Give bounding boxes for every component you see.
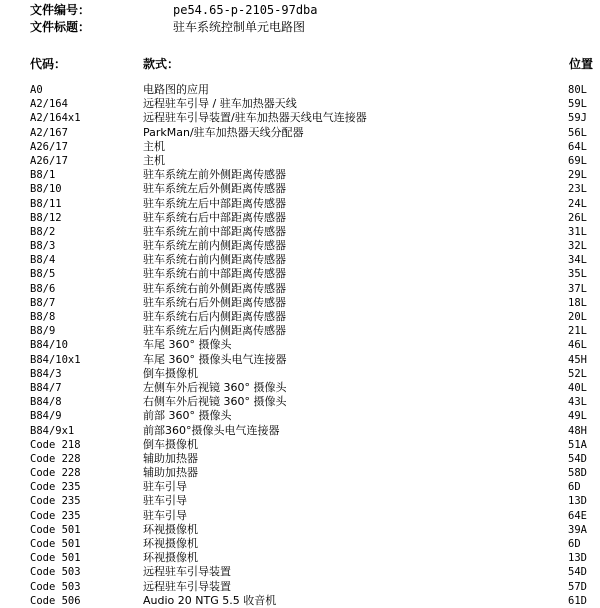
- component-position: 34L: [568, 254, 587, 267]
- component-code: Code 506: [30, 594, 81, 607]
- table-row: [0, 140, 600, 154]
- component-code: A26/17: [30, 140, 68, 153]
- component-table: [0, 83, 600, 608]
- component-code: B8/8: [30, 311, 56, 323]
- component-position: 52L: [568, 367, 587, 380]
- component-position: 24L: [568, 197, 587, 210]
- table-row: [0, 395, 600, 409]
- table-row: [0, 182, 600, 196]
- component-position: 13D: [568, 495, 587, 508]
- component-code: B8/2: [30, 225, 56, 238]
- component-code: Code 503: [30, 580, 81, 593]
- component-code: Code 501: [30, 552, 81, 565]
- table-row: [0, 409, 600, 423]
- component-description: 驻车系统右前中部距离传感器: [143, 267, 286, 281]
- component-description: 环视摄像机: [143, 522, 198, 536]
- component-position: 37L: [568, 282, 587, 295]
- table-row: [0, 111, 600, 125]
- component-position: 59L: [568, 98, 587, 111]
- component-position: 54D: [568, 452, 587, 465]
- component-code: B8/1: [30, 169, 56, 182]
- table-row: [0, 494, 600, 508]
- component-position: 59J: [568, 112, 587, 125]
- component-position: 64L: [568, 140, 587, 153]
- component-description: 主机: [143, 139, 165, 153]
- component-position: 58D: [568, 467, 587, 480]
- table-row: [0, 239, 600, 253]
- component-position: 54D: [568, 566, 587, 579]
- component-position: 21L: [568, 325, 587, 338]
- component-code: B8/4: [30, 254, 56, 267]
- component-description: 驻车系统左后内侧距离传感器: [143, 324, 286, 338]
- table-row: [0, 480, 600, 494]
- component-code: Code 235: [30, 509, 81, 522]
- component-code: Code 218: [30, 438, 81, 451]
- table-row: [0, 83, 600, 97]
- component-code: B8/5: [30, 268, 56, 281]
- component-code: B84/7: [30, 381, 62, 394]
- component-description: 驻车系统左后外侧距离传感器: [143, 182, 286, 196]
- table-row: [0, 381, 600, 395]
- component-description: 电路图的应用: [143, 83, 209, 96]
- component-code: Code 228: [30, 467, 81, 480]
- table-row: [0, 523, 600, 537]
- component-description: 驻车系统右后中部距离传感器: [143, 210, 286, 224]
- doc-number-label: 文件编号：: [30, 3, 91, 17]
- table-row: [0, 338, 600, 352]
- component-description: 主机: [143, 153, 165, 167]
- component-code: B8/7: [30, 296, 56, 309]
- component-description: 远程驻车引导装置: [143, 579, 231, 593]
- table-row: [0, 367, 600, 381]
- table-row: [0, 296, 600, 310]
- component-code: A2/167: [30, 126, 68, 139]
- component-code: B8/6: [30, 282, 56, 295]
- component-position: 18L: [568, 296, 587, 309]
- column-header-model: 款式：: [143, 57, 180, 71]
- component-position: 23L: [568, 183, 587, 196]
- component-position: 43L: [568, 396, 587, 409]
- component-description: 车尾 360° 摄像头: [143, 338, 232, 352]
- table-row: [0, 211, 600, 225]
- component-description: 驻车引导: [143, 480, 187, 494]
- table-row: [0, 580, 600, 594]
- component-description: 辅助加热器: [143, 466, 198, 480]
- component-position: 39A: [568, 523, 587, 536]
- component-description: 远程驻车引导装置: [143, 565, 231, 579]
- table-row: [0, 551, 600, 565]
- component-position: 6D: [568, 481, 581, 494]
- component-position: 61D: [568, 594, 587, 607]
- component-description: Audio 20 NTG 5.5 收音机: [143, 593, 277, 607]
- component-code: B84/10x1: [30, 353, 81, 366]
- component-position: 46L: [568, 339, 587, 352]
- component-description: 远程驻车引导 / 驻车加热器天线: [143, 97, 297, 111]
- component-code: A2/164: [30, 98, 68, 111]
- component-position: 48H: [568, 424, 587, 437]
- component-position: 69L: [568, 154, 587, 167]
- component-code: B84/9: [30, 410, 62, 423]
- component-code: B84/9x1: [30, 424, 75, 437]
- table-row: [0, 310, 600, 324]
- table-row: [0, 438, 600, 452]
- component-description: 驻车系统右后内侧距离传感器: [143, 310, 286, 323]
- component-description: 驻车引导: [143, 494, 187, 508]
- table-row: [0, 452, 600, 466]
- table-row: [0, 466, 600, 480]
- component-position: 32L: [568, 240, 587, 253]
- component-position: 35L: [568, 268, 587, 281]
- component-code: B84/3: [30, 367, 62, 380]
- table-row: [0, 509, 600, 523]
- component-description: 驻车系统左前外侧距离传感器: [143, 168, 286, 182]
- component-position: 29L: [568, 169, 587, 182]
- table-row: [0, 282, 600, 296]
- component-code: Code 228: [30, 452, 81, 465]
- component-description: 环视摄像机: [143, 537, 198, 550]
- component-code: B8/3: [30, 240, 56, 253]
- table-row: [0, 126, 600, 140]
- component-position: 40L: [568, 381, 587, 394]
- component-position: 20L: [568, 311, 587, 323]
- component-position: 31L: [568, 225, 587, 238]
- component-description: 左侧车外后视镜 360° 摄像头: [143, 380, 287, 394]
- component-description: 环视摄像机: [143, 551, 198, 565]
- component-description: 前部 360° 摄像头: [143, 409, 232, 423]
- doc-number-value: pe54.65-p-2105-97dba: [173, 3, 318, 17]
- component-code: Code 235: [30, 481, 81, 494]
- component-code: Code 503: [30, 566, 81, 579]
- table-row: [0, 97, 600, 111]
- table-row: [0, 353, 600, 367]
- component-code: Code 501: [30, 523, 81, 536]
- component-description: 驻车系统右前外侧距离传感器: [143, 281, 286, 295]
- table-row: [0, 424, 600, 438]
- component-position: 13D: [568, 552, 587, 565]
- component-position: 51A: [568, 438, 587, 451]
- table-row: [0, 225, 600, 239]
- component-position: 57D: [568, 580, 587, 593]
- component-code: Code 235: [30, 495, 81, 508]
- component-description: ParkMan/驻车加热器天线分配器: [143, 125, 304, 139]
- table-row: [0, 253, 600, 267]
- component-description: 辅助加热器: [143, 451, 198, 465]
- component-position: 49L: [568, 410, 587, 423]
- component-code: B84/10: [30, 339, 68, 352]
- component-description: 前部360°摄像头电气连接器: [143, 423, 280, 437]
- table-row: [0, 565, 600, 579]
- column-header-code: 代码：: [30, 57, 67, 71]
- component-description: 驻车引导: [143, 508, 187, 522]
- table-row: [0, 168, 600, 182]
- component-description: 右侧车外后视镜 360° 摄像头: [143, 395, 287, 409]
- component-position: 6D: [568, 538, 581, 550]
- table-row: [0, 324, 600, 338]
- component-description: 驻车系统右后外侧距离传感器: [143, 295, 286, 309]
- component-code: B8/12: [30, 211, 62, 224]
- component-description: 倒车摄像机: [143, 366, 198, 380]
- component-description: 驻车系统左前内侧距离传感器: [143, 239, 286, 253]
- component-position: 64E: [568, 509, 587, 522]
- component-description: 倒车摄像机: [143, 437, 198, 451]
- component-position: 56L: [568, 126, 587, 139]
- component-code: B8/11: [30, 197, 62, 210]
- component-position: 80L: [568, 84, 587, 96]
- component-description: 驻车系统左前中部距离传感器: [143, 224, 286, 238]
- component-code: A0: [30, 84, 43, 96]
- component-description: 远程驻车引导装置/驻车加热器天线电气连接器: [143, 111, 367, 125]
- component-code: Code 501: [30, 538, 81, 550]
- component-code: B84/8: [30, 396, 62, 409]
- component-code: A2/164x1: [30, 112, 81, 125]
- table-row: [0, 537, 600, 551]
- component-position: 26L: [568, 211, 587, 224]
- doc-title-label: 文件标题：: [30, 20, 91, 34]
- component-code: B8/10: [30, 183, 62, 196]
- component-position: 45H: [568, 353, 587, 366]
- component-description: 驻车系统左后中部距离传感器: [143, 196, 286, 210]
- table-row: [0, 197, 600, 211]
- component-description: 驻车系统右前内侧距离传感器: [143, 253, 286, 267]
- component-description: 车尾 360° 摄像头电气连接器: [143, 352, 287, 366]
- component-code: A26/17: [30, 154, 68, 167]
- table-row: [0, 267, 600, 281]
- column-header-position: 位置: [569, 57, 594, 71]
- table-row: [0, 154, 600, 168]
- component-code: B8/9: [30, 325, 56, 338]
- doc-title-value: 驻车系统控制单元电路图: [173, 20, 306, 34]
